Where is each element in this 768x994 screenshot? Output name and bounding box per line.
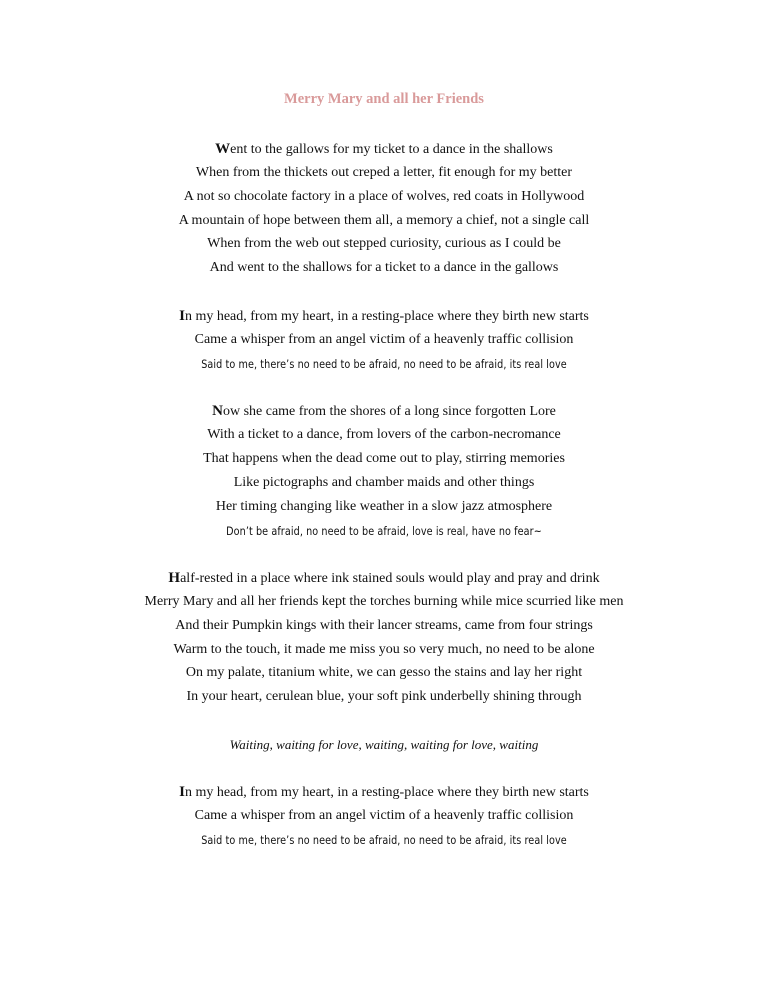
stanza3-line6: Don’t be afraid, no need to be afraid, love is real, have no fear~ bbox=[226, 524, 542, 538]
stanza1-line1 bbox=[0, 139, 768, 160]
stanza3-line4: Like pictographs and chamber maids and other things bbox=[233, 475, 535, 490]
stanza1-line2: When from the thickets out creped a letter, fit enough for my better bbox=[195, 165, 573, 180]
line-text: n my head, from my heart, in a resting-place where they birth new starts bbox=[184, 309, 589, 324]
stanza4-line2: Merry Mary and all her friends kept the torches burning while mice scurried like men bbox=[144, 594, 624, 609]
stanza5-line2: Came a whisper from an angel victim of a heavenly traffic collision bbox=[194, 808, 574, 823]
line-text: alf-rested in a place where ink stained souls would play and pray and drink bbox=[180, 571, 600, 586]
stanza3-line3: That happens when the dead come out to play, stirring memories bbox=[203, 451, 565, 466]
stanza2-line3: Said to me, there’s no need to be afraid, no need to be afraid, its real love bbox=[201, 357, 567, 371]
stanza5-line1 bbox=[0, 782, 768, 803]
stanza4-line4: Warm to the touch, it made me miss you so very much, no need to be alone bbox=[173, 642, 595, 657]
stanza2-line2: Came a whisper from an angel victim of a heavenly traffic collision bbox=[194, 332, 574, 347]
stanza1-line3: A not so chocolate factory in a place of wolves, red coats in Hollywood bbox=[183, 189, 585, 204]
stanza1-line4: A mountain of hope between them all, a memory a chief, not a single call bbox=[178, 213, 590, 228]
stanza4-line1 bbox=[0, 568, 768, 589]
stanza4-line5: On my palate, titanium white, we can gesso the stains and lay her right bbox=[185, 665, 583, 680]
stanza2-line1 bbox=[0, 306, 768, 327]
stanza3-line1 bbox=[0, 401, 768, 422]
drop-cap: I bbox=[179, 308, 185, 324]
line-text: ow she came from the shores of a long since forgotten Lore bbox=[222, 404, 556, 419]
line-text: ent to the gallows for my ticket to a dance in the shallows bbox=[230, 142, 553, 157]
drop-cap: H bbox=[168, 570, 181, 586]
stanza3-line2: With a ticket to a dance, from lovers of the carbon-necromance bbox=[207, 427, 561, 442]
stanza1-line5: When from the web out stepped curiosity, curious as I could be bbox=[207, 236, 561, 251]
drop-cap: N bbox=[212, 403, 223, 419]
drop-cap: W bbox=[215, 141, 231, 157]
refrain-line: Waiting, waiting for love, waiting, waiting for love, waiting bbox=[229, 737, 539, 752]
stanza3-line5: Her timing changing like weather in a slow jazz atmosphere bbox=[215, 499, 553, 514]
stanza4-line6: In your heart, cerulean blue, your soft pink underbelly shining through bbox=[186, 689, 582, 704]
line-text: n my head, from my heart, in a resting-place where they birth new starts bbox=[184, 785, 589, 800]
stanza1-line6: And went to the shallows for a ticket to a dance in the gallows bbox=[209, 260, 559, 275]
stanza4-line3: And their Pumpkin kings with their lancer streams, came from four strings bbox=[175, 618, 593, 633]
poem-title: Merry Mary and all her Friends bbox=[284, 91, 484, 107]
stanza5-line3: Said to me, there’s no need to be afraid, no need to be afraid, its real love bbox=[201, 833, 567, 847]
drop-cap: I bbox=[179, 784, 185, 800]
